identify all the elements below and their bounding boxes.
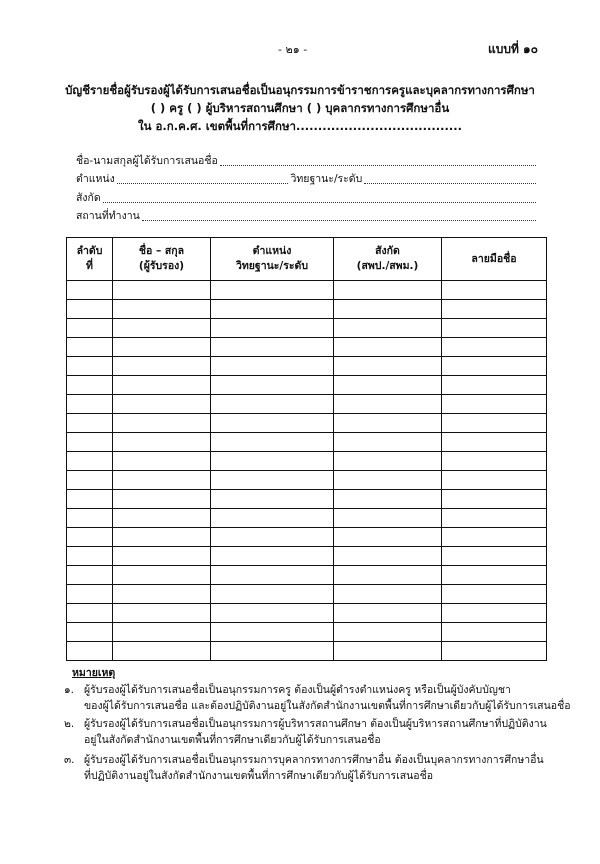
- signature-cell[interactable]: [442, 414, 547, 433]
- name-cell[interactable]: [113, 604, 211, 623]
- position-cell[interactable]: [211, 528, 334, 547]
- endorser-table: [66, 237, 547, 661]
- order-cell[interactable]: [67, 395, 113, 414]
- position-cell[interactable]: [211, 433, 334, 452]
- header-position: ตำแหน่ง วิทยฐานะ/ระดับ: [211, 238, 334, 281]
- order-cell[interactable]: [67, 528, 113, 547]
- table-row: [67, 376, 547, 395]
- affiliation-cell[interactable]: [334, 319, 442, 338]
- table-row: [67, 585, 547, 604]
- name-cell[interactable]: [113, 509, 211, 528]
- position-cell[interactable]: [211, 319, 334, 338]
- header-order: ลำดับ ที่: [67, 238, 113, 281]
- affiliation-cell[interactable]: [334, 395, 442, 414]
- signature-cell[interactable]: [442, 547, 547, 566]
- name-cell[interactable]: [113, 528, 211, 547]
- order-cell[interactable]: [67, 319, 113, 338]
- position-cell[interactable]: [211, 642, 334, 661]
- order-cell[interactable]: [67, 376, 113, 395]
- table-row: [67, 623, 547, 642]
- rank-label: วิทยฐานะ/ระดับ: [290, 173, 363, 185]
- name-cell[interactable]: [113, 547, 211, 566]
- table-row: [67, 642, 547, 661]
- affiliation-cell[interactable]: [334, 452, 442, 471]
- header-signature: ลายมือชื่อ: [442, 238, 547, 281]
- position-cell[interactable]: [211, 281, 334, 300]
- order-cell[interactable]: [67, 585, 113, 604]
- table-row: [67, 281, 547, 300]
- table-row: [67, 566, 547, 585]
- affiliation-cell[interactable]: [334, 623, 442, 642]
- signature-cell[interactable]: [442, 319, 547, 338]
- signature-cell[interactable]: [442, 357, 547, 376]
- order-cell[interactable]: [67, 357, 113, 376]
- table-row: [67, 509, 547, 528]
- name-cell[interactable]: [113, 281, 211, 300]
- workplace-label: สถานที่ทำงาน: [76, 210, 140, 222]
- signature-cell[interactable]: [442, 376, 547, 395]
- name-cell[interactable]: [113, 642, 211, 661]
- workplace-field[interactable]: [76, 207, 538, 224]
- order-cell[interactable]: [67, 566, 113, 585]
- affiliation-field[interactable]: [76, 189, 538, 206]
- name-cell[interactable]: [113, 376, 211, 395]
- order-cell[interactable]: [67, 300, 113, 319]
- affiliation-blank[interactable]: [103, 201, 536, 203]
- signature-cell[interactable]: [442, 338, 547, 357]
- order-cell[interactable]: [67, 452, 113, 471]
- order-cell[interactable]: [67, 604, 113, 623]
- order-cell[interactable]: [67, 338, 113, 357]
- signature-cell[interactable]: [442, 509, 547, 528]
- position-blank[interactable]: [117, 182, 289, 184]
- affiliation-cell[interactable]: [334, 509, 442, 528]
- position-cell[interactable]: [211, 376, 334, 395]
- name-cell[interactable]: [113, 300, 211, 319]
- order-cell[interactable]: [67, 642, 113, 661]
- candidate-name-label: ชื่อ-นามสกุลผู้ได้รับการเสนอชื่อ: [76, 155, 218, 167]
- signature-cell[interactable]: [442, 604, 547, 623]
- header-affiliation: สังกัด (สพป./สพม.): [334, 238, 442, 281]
- affiliation-cell[interactable]: [334, 300, 442, 319]
- name-cell[interactable]: [113, 585, 211, 604]
- candidate-type-options: ( ) ครู ( ) ผู้บริหารสถานศึกษา ( ) บุคลากรทางการศึกษาอื่น: [150, 101, 450, 115]
- order-cell[interactable]: [67, 281, 113, 300]
- order-cell[interactable]: [67, 509, 113, 528]
- signature-cell[interactable]: [442, 585, 547, 604]
- affiliation-cell[interactable]: [334, 281, 442, 300]
- affiliation-cell[interactable]: [334, 547, 442, 566]
- order-cell[interactable]: [67, 414, 113, 433]
- name-cell[interactable]: [113, 414, 211, 433]
- position-cell[interactable]: [211, 509, 334, 528]
- table-row: [67, 357, 547, 376]
- position-cell[interactable]: [211, 585, 334, 604]
- table-row: [67, 490, 547, 509]
- notes-heading: หมายเหตุ: [72, 667, 116, 679]
- table-row: [67, 414, 547, 433]
- table-header-row: [67, 238, 547, 281]
- signature-cell[interactable]: [442, 642, 547, 661]
- table-row: [67, 319, 547, 338]
- position-cell[interactable]: [211, 490, 334, 509]
- header-name: ชื่อ – สกุล (ผู้รับรอง): [113, 238, 211, 281]
- position-cell[interactable]: [211, 471, 334, 490]
- table-row: [67, 528, 547, 547]
- name-cell[interactable]: [113, 623, 211, 642]
- affiliation-cell[interactable]: [334, 585, 442, 604]
- position-cell[interactable]: [211, 414, 334, 433]
- committee-area-line: ใน อ.ก.ค.ศ. เขตพื้นที่การศึกษา......................................: [137, 119, 462, 133]
- affiliation-cell[interactable]: [334, 528, 442, 547]
- signature-cell[interactable]: [442, 395, 547, 414]
- affiliation-cell[interactable]: [334, 604, 442, 623]
- signature-cell[interactable]: [442, 281, 547, 300]
- name-cell[interactable]: [113, 357, 211, 376]
- order-cell[interactable]: [67, 490, 113, 509]
- note-item: ๓. ผู้รับรองผู้ได้รับการเสนอชื่อเป็นอนุกรรมการบุคลากรทางการศึกษาอื่น ต้องเป็นบุคลากรทางการศึกษาอื่น ที่ปฏิบัติงานอยู่ในสังกัดสำนักงานเขตพื้นที่การศึกษาเดียวกับผู้ได้รับการเสนอชื่อ: [64, 754, 544, 782]
- affiliation-cell[interactable]: [334, 642, 442, 661]
- position-cell[interactable]: [211, 547, 334, 566]
- order-cell[interactable]: [67, 433, 113, 452]
- note-item: ๒. ผู้รับรองผู้ได้รับการเสนอชื่อเป็นอนุกรรมการผู้บริหารสถานศึกษา ต้องเป็นผู้บริหารสถานศึกษาที่ปฏิบัติงาน อยู่ในสังกัดสำนักงานเขตพื้นที่การศึกษาเดียวกับผู้ได้รับการเสนอชื่อ: [64, 718, 547, 746]
- position-cell[interactable]: [211, 623, 334, 642]
- name-cell[interactable]: [113, 566, 211, 585]
- signature-cell[interactable]: [442, 452, 547, 471]
- position-cell[interactable]: [211, 604, 334, 623]
- name-cell[interactable]: [113, 452, 211, 471]
- position-field[interactable]: [76, 170, 538, 187]
- order-cell[interactable]: [67, 623, 113, 642]
- signature-cell[interactable]: [442, 300, 547, 319]
- position-cell[interactable]: [211, 300, 334, 319]
- affiliation-cell[interactable]: [334, 433, 442, 452]
- table-row: [67, 604, 547, 623]
- table-row: [67, 471, 547, 490]
- page-number: - ๒๑ -: [278, 43, 308, 56]
- order-cell[interactable]: [67, 547, 113, 566]
- table-row: [67, 300, 547, 319]
- signature-cell[interactable]: [442, 433, 547, 452]
- table-row: [67, 433, 547, 452]
- order-cell[interactable]: [67, 471, 113, 490]
- affiliation-cell[interactable]: [334, 414, 442, 433]
- position-cell[interactable]: [211, 338, 334, 357]
- position-cell[interactable]: [211, 357, 334, 376]
- note-item: ๑. ผู้รับรองผู้ได้รับการเสนอชื่อเป็นอนุกรรมการครู ต้องเป็นผู้ดำรงตำแหน่งครู หรือเป็นผู้บังคับบัญชา ของผู้ได้รับการเสนอชื่อ และต้องปฏิบัติงานอยู่ในสังกัดสำนักงานเขตพื้นที่การศึกษาเดียวกับผู้ได้รับการเสนอชื่อ: [64, 684, 571, 712]
- affiliation-cell[interactable]: [334, 490, 442, 509]
- rank-blank[interactable]: [364, 182, 536, 184]
- signature-cell[interactable]: [442, 528, 547, 547]
- table-row: [67, 547, 547, 566]
- table-row: [67, 452, 547, 471]
- name-cell[interactable]: [113, 433, 211, 452]
- document-title: บัญชีรายชื่อผู้รับรองผู้ได้รับการเสนอชื่อเป็นอนุกรรมการข้าราชการครูและบุคลากรทางการศึกษา: [65, 83, 535, 97]
- table-row: [67, 395, 547, 414]
- name-cell[interactable]: [113, 471, 211, 490]
- affiliation-cell[interactable]: [334, 566, 442, 585]
- affiliation-label: สังกัด: [76, 192, 101, 204]
- name-cell[interactable]: [113, 319, 211, 338]
- table-row: [67, 338, 547, 357]
- workplace-blank[interactable]: [142, 219, 536, 221]
- signature-cell[interactable]: [442, 566, 547, 585]
- candidate-name-blank[interactable]: [220, 164, 536, 166]
- form-code: แบบที่ ๑๐: [488, 42, 538, 56]
- position-cell[interactable]: [211, 566, 334, 585]
- position-cell[interactable]: [211, 395, 334, 414]
- table-body: [67, 281, 547, 661]
- name-cell[interactable]: [113, 395, 211, 414]
- affiliation-cell[interactable]: [334, 471, 442, 490]
- candidate-name-field[interactable]: [76, 152, 538, 169]
- name-cell[interactable]: [113, 490, 211, 509]
- name-cell[interactable]: [113, 338, 211, 357]
- affiliation-cell[interactable]: [334, 376, 442, 395]
- signature-cell[interactable]: [442, 490, 547, 509]
- signature-cell[interactable]: [442, 471, 547, 490]
- affiliation-cell[interactable]: [334, 338, 442, 357]
- affiliation-cell[interactable]: [334, 357, 442, 376]
- position-label: ตำแหน่ง: [76, 173, 115, 185]
- signature-cell[interactable]: [442, 623, 547, 642]
- position-cell[interactable]: [211, 452, 334, 471]
